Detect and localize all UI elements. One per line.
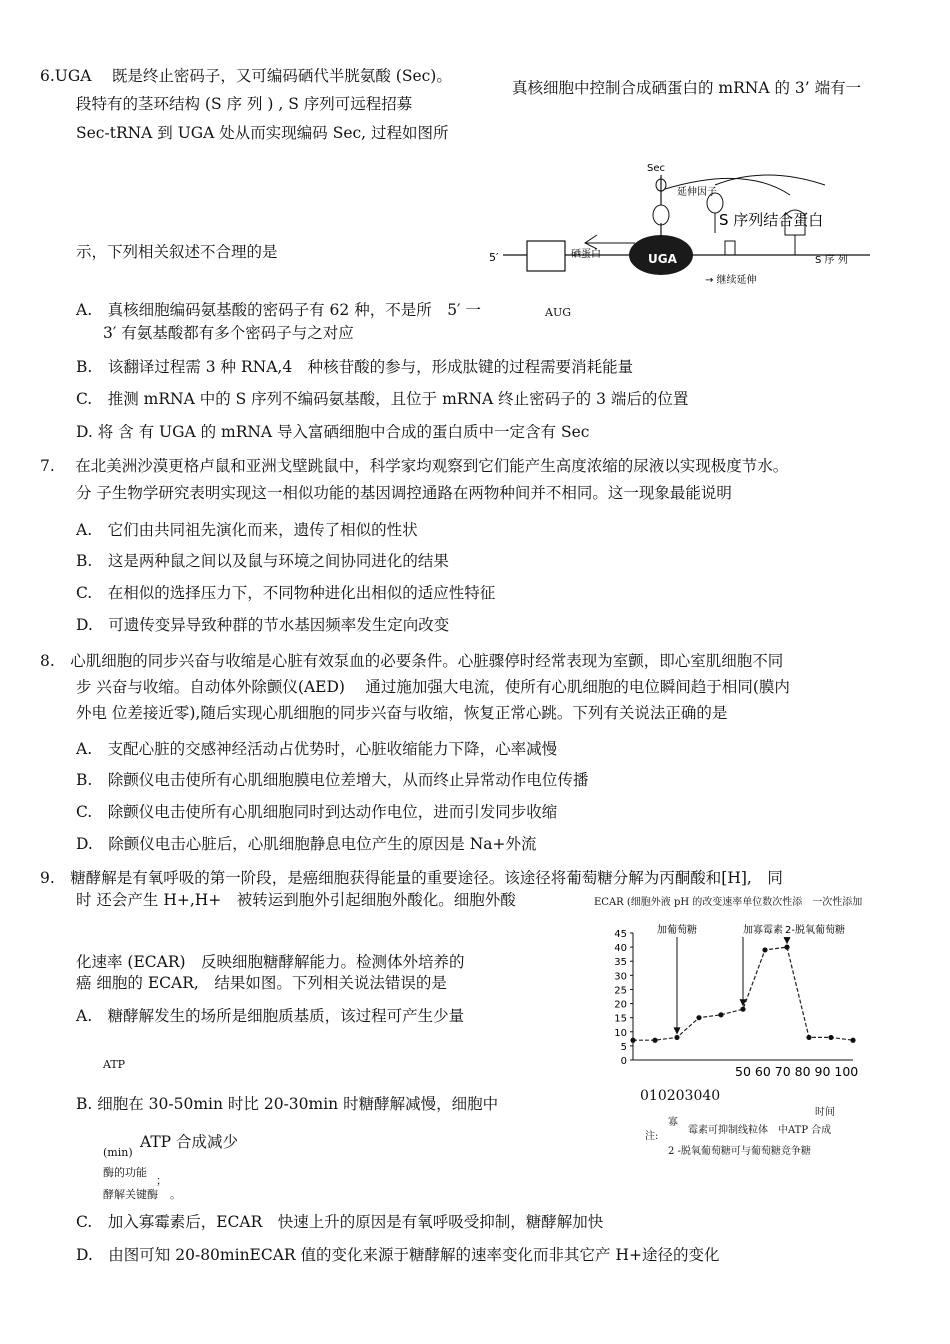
q6-line-4: 示，下列相关叙述不合理的是 [76,243,278,261]
q7-option-b: B. 这是两种鼠之间以及鼠与环境之间协同进化的结果 [76,552,449,570]
y-tick-label: 45 [614,929,627,940]
ecar-data-point [806,1035,811,1040]
q8-option-b: B. 除颤仪电击使所有心肌细胞膜电位差增大，从而终止异常动作电位传播 [76,771,589,789]
q8-option-d: D. 除颤仪电击心脏后，心肌细胞静息电位产生的原因是 Na+外流 [76,835,537,853]
y-tick-label: 30 [614,971,627,983]
five-prime-label: 5′ [489,251,499,264]
ecar-data-point [828,1035,833,1040]
y-tick-label: 10 [614,1027,627,1039]
chart-title: ECAR (细胞外液 pH 的改变速率单位数次性添 一次性添加 [594,897,863,908]
chart-annotation: 加寡霉素 [743,925,783,936]
y-tick-label: 15 [614,1013,627,1025]
y-tick-label: 20 [614,999,627,1011]
ecar-data-point [630,1038,635,1043]
q9-option-b-enzyme-1: 酶的功能 [103,1166,147,1179]
q9-line-3: 化速率 (ECAR) 反映细胞糖酵解能力。检测体外培养的 [76,953,465,971]
note-label: 注: [645,1131,659,1142]
q9-line-2: 时 还会产生 H+,H+ 被转运到胞外引起细胞外酸化。细胞外酸 [76,891,516,909]
q6-option-c: C. 推测 mRNA 中的 S 序列不编码氨基酸，且位于 mRNA 终止密码子的 3 端后的位置 [76,390,689,408]
note-1b: 霉素可抑制线粒体 中ATP 合成 [688,1125,832,1136]
x-ticks-left: 010203040 [640,1088,721,1104]
q6-option-b: B. 该翻译过程需 3 种 RNA,4 种核苷酸的参与，形成肽键的过程需要消耗能量 [76,358,634,376]
note-2: 2 -脱氧葡萄糖可与葡萄糖竞争糖 [668,1146,811,1157]
note-1a: 寡 [668,1117,678,1128]
annotation-arrowhead [674,1027,680,1033]
q7-line-2: 分 子生物学研究表明实现这一相似功能的基因调控通路在两物种间并不相同。这一现象最能说明 [76,484,732,502]
ecar-data-point [784,945,789,950]
x-tick-labels: 50 60 70 80 90 100 [735,1064,859,1079]
y-tick-label: 0 [620,1056,627,1067]
q6-line-1-right: 真核细胞中控制合成硒蛋白的 mRNA 的 3’ 端有一 [512,79,862,97]
seleno-protein-box [527,241,565,271]
q8-option-c: C. 除颤仪电击使所有心肌细胞同时到达动作电位，进而引发同步收缩 [76,803,558,821]
s-seq-label: S 序 列 [815,255,848,266]
q9-option-a: A. 糖酵解发生的场所是细胞质基质，该过程可产生少量 [76,1007,465,1025]
q9-option-b-semicolon: ； [156,1174,167,1187]
q9-option-d: D. 由图可知 20-80minECAR 值的变化来源于糖酵解的速率变化而非其它产 H+途径的变化 [76,1246,720,1264]
ecar-data-point [696,1015,701,1020]
q9-line-1: 9. 糖酵解是有氧呼吸的第一阶段，是癌细胞获得能量的重要途径。该途径将葡萄糖分解为丙酮酸和[H], 同 [40,869,783,887]
q8-option-a: A. 支配心脏的交感神经活动占优势时，心脏收缩能力下降，心率减慢 [76,740,558,758]
sec-label: Sec [647,163,665,174]
q9-line-4: 癌 细胞的 ECAR, 结果如图。下列相关说法错误的是 [76,974,447,992]
q9-option-b-atp: ATP 合成减少 [140,1133,239,1151]
chart-annotation: 加葡萄糖 [657,925,697,936]
y-tick-label: 5 [620,1041,627,1053]
ecar-chart [595,915,870,1090]
annotation-arrowhead [784,937,790,943]
y-tick-label: 35 [614,957,627,969]
uga-label: UGA [648,252,677,266]
q7-option-c: C. 在相似的选择压力下，不同物种进化出相似的适应性特征 [76,584,496,602]
x-axis-label: 时间 [815,1107,835,1118]
factor-label: 延伸因子 [677,187,717,198]
q9-option-a-atp: ATP [103,1058,126,1071]
q8-line-2: 步 兴奋与收缩。自动体外除颤仪(AED) 通过施加强大电流，使所有心肌细胞的电位瞬间趋于相同(膜内 [76,678,790,696]
y-tick-label: 25 [614,985,627,997]
q8-line-3: 外电 位差接近零),随后实现心肌细胞的同步兴奋与收缩，恢复正常心跳。下列有关说法正确的是 [76,704,728,722]
q9-option-b-1: B. 细胞在 30-50min 时比 20-30min 时糖酵解减慢，细胞中 [76,1095,499,1113]
q7-line-1: 7. 在北美洲沙漠更格卢鼠和亚洲戈壁跳鼠中，科学家均观察到它们能产生高度浓缩的尿液以实现极度节水。 [40,457,789,475]
chart-annotation: 2-脱氧葡萄糖 [785,925,845,936]
q6-option-a-1: A. 真核细胞编码氨基酸的密码子有 62 种，不是所 5′ 一 [76,301,482,319]
q8-line-1: 8. 心肌细胞的同步兴奋与收缩是心脏有效泵血的必要条件。心脏骤停时经常表现为室颤，即心室肌细胞不同 [40,652,784,670]
q6-line-3: Sec-tRNA 到 UGA 处从而实现编码 Sec, 过程如图所 [76,124,449,142]
s-binding-label: S 序列结合蛋白 [719,211,824,229]
continue-label: → 继续延伸 [705,275,757,286]
seleno-label: 硒蛋白 [571,249,601,260]
q6-option-a-aug: AUG [545,306,572,319]
ecar-data-point [740,1007,745,1012]
ecar-data-point [674,1035,679,1040]
translation-diagram [485,155,875,295]
q6-line-1: 6.UGA 既是终止密码子，又可编码硒代半胱氨酸 (Sec)。 [40,67,452,85]
ecar-data-point [850,1038,855,1043]
ecar-data-point [718,1012,723,1017]
q7-option-a: A. 它们由共同祖先演化而来，遗传了相似的性状 [76,521,418,539]
q6-option-d: D. 将 含 有 UGA 的 mRNA 导入富硒细胞中合成的蛋白质中一定含有 Sec [76,423,590,441]
q9-option-b-enzyme-2: 酵解关键酶 [103,1188,158,1201]
q9-option-b-min: (min) [103,1146,133,1159]
q6-option-a-2: 3′ 有氨基酸都有多个密码子与之对应 [103,324,354,342]
q9-option-b-period: 。 [170,1188,181,1201]
q7-option-d: D. 可遗传变异导致种群的节水基因频率发生定向改变 [76,616,450,634]
ecar-data-point [652,1038,657,1043]
q6-line-2: 段特有的茎环结构 (S 序 列 ) , S 序列可远程招募 [76,95,413,113]
y-tick-label: 40 [614,943,627,955]
q9-option-c: C. 加入寡霉素后，ECAR 快速上升的原因是有氧呼吸受抑制，糖酵解加快 [76,1213,604,1231]
ecar-data-point [762,947,767,952]
